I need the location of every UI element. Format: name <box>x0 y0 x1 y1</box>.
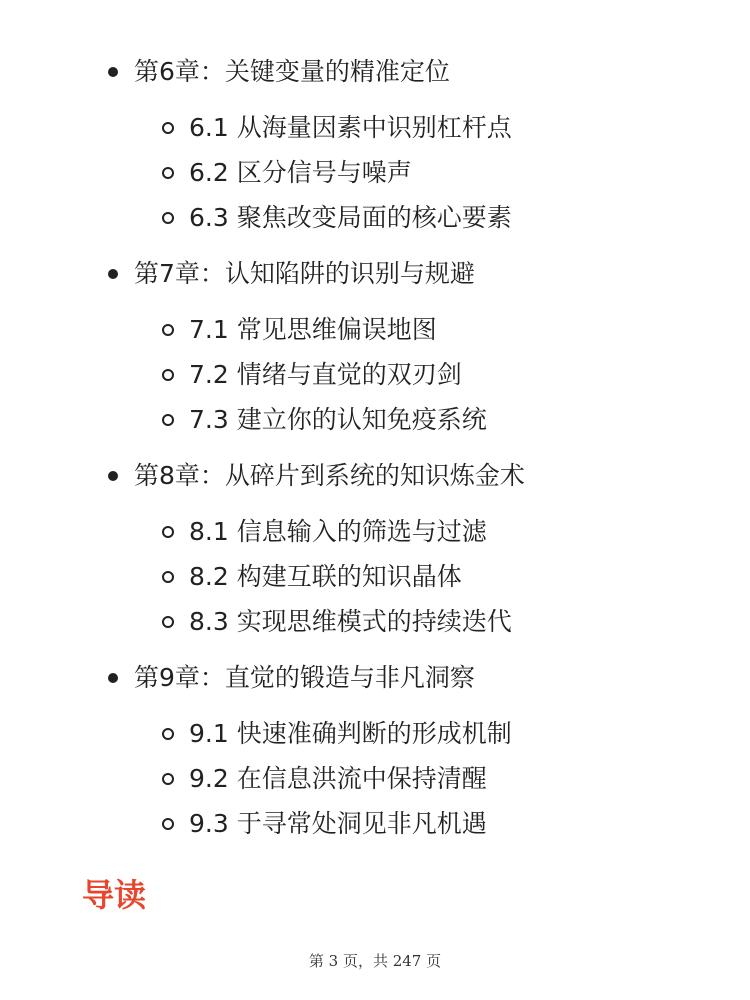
chapter-title: 第8章：从碎片到系统的知识炼金术 <box>134 461 525 490</box>
bullet-circle-icon <box>162 167 174 179</box>
section-item <box>162 759 487 799</box>
section-item <box>162 714 512 754</box>
bullet-circle-icon <box>162 369 174 381</box>
section-heading: 导读 <box>82 876 147 914</box>
page-footer: 第 3 页，共 247 页 <box>308 952 442 970</box>
section-title: 7.1 常见思维偏误地图 <box>189 315 437 344</box>
bullet-circle-icon <box>162 414 174 426</box>
bullet-circle-icon <box>162 773 174 785</box>
section-title: 7.3 建立你的认知免疫系统 <box>189 405 487 434</box>
section-item <box>162 602 512 642</box>
section-item <box>162 804 487 844</box>
bullet-circle-icon <box>162 212 174 224</box>
bullet-circle-icon <box>162 526 174 538</box>
section-title: 6.1 从海量因素中识别杠杆点 <box>189 113 512 142</box>
chapter-item <box>108 658 475 698</box>
bullet-circle-icon <box>162 324 174 336</box>
chapter-title: 第7章：认知陷阱的识别与规避 <box>134 259 475 288</box>
bullet-disc-icon <box>108 673 118 683</box>
bullet-circle-icon <box>162 728 174 740</box>
section-item <box>162 557 462 597</box>
section-item <box>162 153 412 193</box>
section-title: 6.2 区分信号与噪声 <box>189 158 412 187</box>
section-title: 8.2 构建互联的知识晶体 <box>189 562 462 591</box>
section-item <box>162 198 512 238</box>
bullet-circle-icon <box>162 616 174 628</box>
section-title: 9.3 于寻常处洞见非凡机遇 <box>189 809 487 838</box>
chapter-item <box>108 456 525 496</box>
section-title: 7.2 情绪与直觉的双刃剑 <box>189 360 462 389</box>
bullet-disc-icon <box>108 471 118 481</box>
bullet-circle-icon <box>162 571 174 583</box>
bullet-circle-icon <box>162 122 174 134</box>
section-item <box>162 310 437 350</box>
section-title: 9.2 在信息洪流中保持清醒 <box>189 764 487 793</box>
bullet-circle-icon <box>162 818 174 830</box>
section-title: 8.1 信息输入的筛选与过滤 <box>189 517 487 546</box>
section-item <box>162 400 487 440</box>
section-title: 9.1 快速准确判断的形成机制 <box>189 719 512 748</box>
bullet-disc-icon <box>108 67 118 77</box>
section-item <box>162 108 512 148</box>
section-item <box>162 355 462 395</box>
chapter-title: 第9章：直觉的锻造与非凡洞察 <box>134 663 475 692</box>
chapter-item <box>108 254 475 294</box>
section-item <box>162 512 487 552</box>
bullet-disc-icon <box>108 269 118 279</box>
chapter-title: 第6章：关键变量的精准定位 <box>134 57 450 86</box>
section-title: 6.3 聚焦改变局面的核心要素 <box>189 203 512 232</box>
section-title: 8.3 实现思维模式的持续迭代 <box>189 607 512 636</box>
chapter-item <box>108 52 450 92</box>
